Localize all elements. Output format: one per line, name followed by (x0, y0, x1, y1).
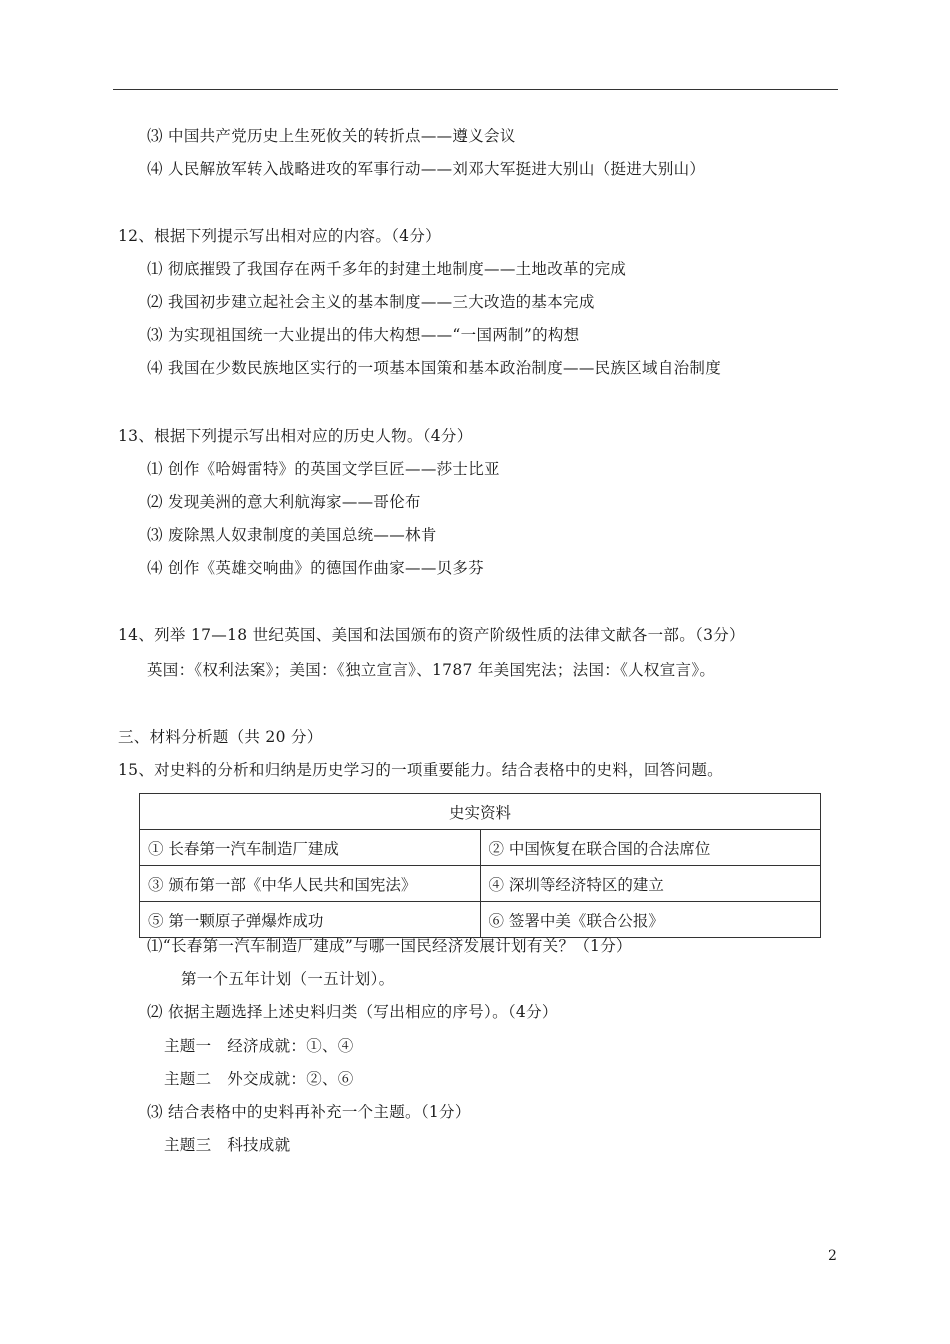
q12-item-2: ⑵ 我国初步建立起社会主义的基本制度——三大改造的基本完成 (147, 293, 595, 311)
table-row (140, 866, 821, 902)
table-cell: ⑤ 第一颗原子弹爆炸成功 (140, 902, 481, 938)
q15-sub3-question: ⑶ 结合表格中的史料再补充一个主题。（1分） (147, 1103, 471, 1121)
q12-item-1: ⑴ 彻底摧毁了我国存在两千多年的封建土地制度——土地改革的完成 (147, 260, 627, 278)
q13-item-2: ⑵ 发现美洲的意大利航海家——哥伦布 (147, 493, 421, 511)
q15-sub1-answer: 第一个五年计划（一五计划）。 (181, 970, 395, 988)
header-rule (113, 89, 838, 90)
q15-sub2-answer-1: 主题一 经济成就：①、④ (164, 1037, 354, 1055)
table-cell: ⑥ 签署中美《联合公报》 (480, 902, 821, 938)
table-header: 史实资料 (140, 794, 821, 830)
page-number: 2 (828, 1248, 837, 1264)
table-row (140, 902, 821, 938)
q12-item-4: ⑷ 我国在少数民族地区实行的一项基本国策和基本政治制度——民族区域自治制度 (147, 359, 722, 377)
historical-facts-table (139, 793, 821, 938)
q13-item-3: ⑶ 废除黑人奴隶制度的美国总统——林肯 (147, 526, 437, 544)
q15-stem: 15、对史料的分析和归纳是历史学习的一项重要能力。结合表格中的史料，回答问题。 (118, 761, 723, 779)
q15-sub1-question: ⑴“长春第一汽车制造厂建成”与哪一国民经济发展计划有关？（1分） (147, 937, 632, 955)
table-row (140, 830, 821, 866)
q11-item-3: ⑶ 中国共产党历史上生死攸关的转折点——遵义会议 (147, 127, 516, 145)
q12-item-3: ⑶ 为实现祖国统一大业提出的伟大构想——“一国两制”的构想 (147, 326, 580, 344)
q15-sub3-answer: 主题三 科技成就 (164, 1136, 291, 1154)
q11-item-4: ⑷ 人民解放军转入战略进攻的军事行动——刘邓大军挺进大别山（挺进大别山） (147, 160, 706, 178)
q14-stem: 14、列举 17—18 世纪英国、美国和法国颁布的资产阶级性质的法律文献各一部。（3分） (118, 626, 745, 644)
table-cell: ② 中国恢复在联合国的合法席位 (480, 830, 821, 866)
q13-stem: 13、根据下列提示写出相对应的历史人物。（4分） (118, 427, 473, 445)
table-cell: ③ 颁布第一部《中华人民共和国宪法》 (140, 866, 481, 902)
section-3-heading: 三、材料分析题（共 20 分） (118, 728, 323, 746)
q14-answer: 英国：《权利法案》；美国：《独立宣言》、1787 年美国宪法；法国：《人权宣言》。 (147, 661, 716, 679)
table-cell: ④ 深圳等经济特区的建立 (480, 866, 821, 902)
q13-item-4: ⑷ 创作《英雄交响曲》的德国作曲家——贝多芬 (147, 559, 485, 577)
q12-stem: 12、根据下列提示写出相对应的内容。（4分） (118, 227, 441, 245)
table-cell: ① 长春第一汽车制造厂建成 (140, 830, 481, 866)
q15-sub2-question: ⑵ 依据主题选择上述史料归类（写出相应的序号）。（4分） (147, 1003, 558, 1021)
q13-item-1: ⑴ 创作《哈姆雷特》的英国文学巨匠——莎士比亚 (147, 460, 500, 478)
table-header-row (140, 794, 821, 830)
q15-sub2-answer-2: 主题二 外交成就：②、⑥ (164, 1070, 354, 1088)
